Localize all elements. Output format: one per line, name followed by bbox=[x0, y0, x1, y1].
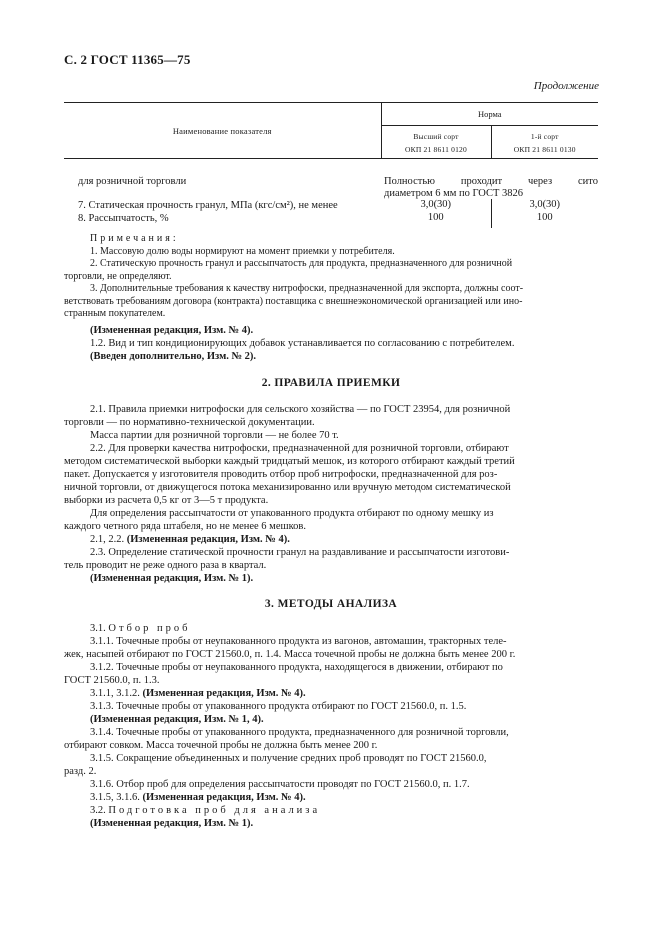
first-grade-code: ОКП 21 8611 0130 bbox=[513, 145, 576, 154]
section-2 bbox=[64, 377, 598, 390]
subsection-3-2-title bbox=[64, 804, 598, 817]
paragraph-3-1-2-cont: ГОСТ 21560.0, п. 1.3. bbox=[64, 675, 160, 686]
paragraph-2-2-friability: Для определения рассыпчатости от упакованного продукта отбирают по одному мешку из bbox=[90, 508, 494, 519]
paragraph-2-2-friability-cont: каждого четного ряда штабеля, но не менее 6 мешков. bbox=[64, 521, 306, 532]
paragraph-2-3-cont: тель проводит не реже одного раза в квартал. bbox=[64, 560, 267, 571]
page-header: С. 2 ГОСТ 11365—75 bbox=[64, 52, 191, 67]
amendment-text: (Измененная редакция, Изм. № 4). bbox=[126, 534, 290, 545]
subsection-number: 3.1. bbox=[90, 623, 106, 634]
amendment-note: (Измененная редакция, Изм. № 1). bbox=[90, 818, 254, 829]
row-retail-value: Полностью проходит через сито bbox=[384, 176, 598, 187]
subsection-3-1-title bbox=[64, 622, 598, 635]
top-grade-code: ОКП 21 8611 0120 bbox=[405, 145, 467, 154]
note-1: 1. Массовую долю воды нормируют на момент приемки у потребителя. bbox=[90, 245, 395, 257]
amendment-note: (Введен дополнительно, Изм. № 2). bbox=[90, 351, 257, 362]
paragraph-3-1-3: 3.1.3. Точечные пробы от упакованного продукта отбирают по ГОСТ 21560.0, п. 1.5. bbox=[90, 701, 467, 712]
paragraph-1-2: 1.2. Вид и тип кондиционирующих добавок устанавливается по согласованию с потребителем. bbox=[90, 338, 515, 349]
paragraph-2-2: 2.2. Для проверки качества нитрофоски, предназначенной для розничной торговли, отбирают bbox=[90, 443, 509, 454]
paragraph-3-1-5-cont: разд. 2. bbox=[64, 766, 97, 777]
amendment-note bbox=[64, 791, 598, 804]
row-friability-first-grade: 100 bbox=[536, 212, 553, 223]
row-strength-name: 7. Статическая прочность гранул, МПа (кгс/см²), не менее bbox=[78, 200, 338, 211]
paragraph-3-1-4: 3.1.4. Точечные пробы от упакованного продукта, предназначенного для розничной торговли, bbox=[90, 727, 509, 738]
paragraph-2-1-mass: Масса партии для розничной торговли — не более 70 т. bbox=[90, 430, 339, 441]
amendment-text: (Измененная редакция, Изм. № 4). bbox=[142, 792, 306, 803]
norm-table bbox=[64, 102, 598, 228]
section-3-title: 3. МЕТОДЫ АНАЛИЗА bbox=[264, 598, 398, 610]
row-strength-top-grade: 3,0(30) bbox=[381, 199, 491, 212]
paragraph-3-1-2: 3.1.2. Точечные пробы от неупакованного продукта, находящегося в движении, отбирают по bbox=[90, 662, 503, 673]
section-2-body bbox=[64, 403, 598, 585]
amendments-block bbox=[64, 324, 598, 363]
table-row bbox=[64, 188, 598, 199]
subsection-name: Отбор проб bbox=[108, 623, 191, 634]
paragraph-3-1-4-cont: отбирают совком. Масса точечной пробы не должна быть менее 200 г. bbox=[64, 740, 378, 751]
table-row bbox=[64, 212, 598, 228]
section-2-title: 2. ПРАВИЛА ПРИЕМКИ bbox=[261, 377, 401, 389]
paragraph-2-1: 2.1. Правила приемки нитрофоски для сельского хозяйства — по ГОСТ 23954, для розничной bbox=[90, 404, 511, 415]
amendment-ref: 3.1.1, 3.1.2. bbox=[90, 688, 140, 699]
paragraph-3-1-6: 3.1.6. Отбор проб для определения рассыпчатости проводят по ГОСТ 21560.0, п. 1.7. bbox=[90, 779, 470, 790]
note-3: 3. Дополнительные требования к качеству нитрофоски, предназначенной для экспорта, должны соот- bbox=[90, 283, 524, 294]
amendment-note bbox=[64, 687, 598, 700]
paragraph-2-3: 2.3. Определение статической прочности гранул на раздавливание и рассыпчатости изготови- bbox=[90, 547, 510, 558]
top-grade-label: Высший сорт bbox=[413, 132, 459, 141]
column-header-indicator: Наименование показателя bbox=[64, 103, 381, 159]
continuation-label: Продолжение bbox=[533, 80, 599, 92]
note-2: 2. Статическую прочность гранул и рассыпчатость для продукта, предназначенного для розничной bbox=[90, 258, 513, 269]
paragraph-2-2-cont: методом систематической выборки каждый тридцатый мешок, из которого отбирают каждый третий bbox=[64, 456, 515, 467]
note-3-cont-1: ветствовать требованиям договора (контракта) поставщика с внешнеэкономической организацией или ино- bbox=[64, 295, 523, 307]
amendment-note: (Измененная редакция, Изм. № 1, 4). bbox=[90, 714, 264, 725]
paragraph-2-2-cont: пакет. Допускается у изготовителя проводить отбор проб нитрофоски, предназначенной для роз- bbox=[64, 469, 498, 480]
section-3 bbox=[64, 598, 598, 611]
paragraph-3-1-1-cont: жек, насыпей отбирают по ГОСТ 21560.0, п. 1.4. Масса точечной пробы не должна быть менее 200 г. bbox=[64, 649, 516, 660]
amendment-ref: 2.1, 2.2. bbox=[90, 534, 125, 545]
amendment-note: (Измененная редакция, Изм. № 4). bbox=[90, 325, 254, 336]
row-friability-name: 8. Рассыпчатость, % bbox=[78, 213, 169, 224]
paragraph-3-1-1: 3.1.1. Точечные пробы от неупакованного продукта из вагонов, автомашин, тракторных теле- bbox=[90, 636, 507, 647]
paragraph-3-1-5: 3.1.5. Сокращение объединенных и получение средних проб проводят по ГОСТ 21560.0, bbox=[90, 753, 487, 764]
column-header-top-grade bbox=[381, 126, 491, 159]
note-2-cont: торговли, не определяют. bbox=[64, 270, 172, 282]
column-header-first-grade bbox=[491, 126, 598, 159]
table-row bbox=[64, 159, 598, 189]
paragraph-2-2-cont: выборки из расчета 0,5 кг от 3—5 т продукта. bbox=[64, 495, 269, 506]
table-row bbox=[64, 199, 598, 212]
row-friability-top-grade: 100 bbox=[381, 212, 491, 228]
first-grade-label: 1-й сорт bbox=[530, 132, 559, 141]
subsection-name: Подготовка проб для анализа bbox=[108, 805, 321, 816]
amendment-note bbox=[64, 533, 598, 546]
row-retail-value-cont: диаметром 6 мм по ГОСТ 3826 bbox=[384, 188, 524, 199]
amendment-text: (Измененная редакция, Изм. № 4). bbox=[142, 688, 306, 699]
amendment-note: (Измененная редакция, Изм. № 1). bbox=[90, 573, 254, 584]
subsection-number: 3.2. bbox=[90, 805, 106, 816]
row-strength-first-grade: 3,0(30) bbox=[529, 199, 561, 210]
amendment-ref: 3.1.5, 3.1.6. bbox=[90, 792, 140, 803]
notes-title: Примечания: bbox=[90, 233, 179, 244]
notes-block bbox=[64, 233, 598, 321]
paragraph-2-1-cont: торговли — по нормативно-технической документации. bbox=[64, 417, 315, 428]
row-retail-name: для розничной торговли bbox=[78, 176, 187, 187]
note-3-cont-2: странным покупателем. bbox=[64, 308, 166, 319]
paragraph-2-2-cont: ничной торговли, от движущегося потока механизированно или вручную методом систематической bbox=[64, 482, 511, 493]
section-3-body bbox=[64, 622, 598, 830]
column-header-norm: Норма bbox=[381, 103, 598, 126]
